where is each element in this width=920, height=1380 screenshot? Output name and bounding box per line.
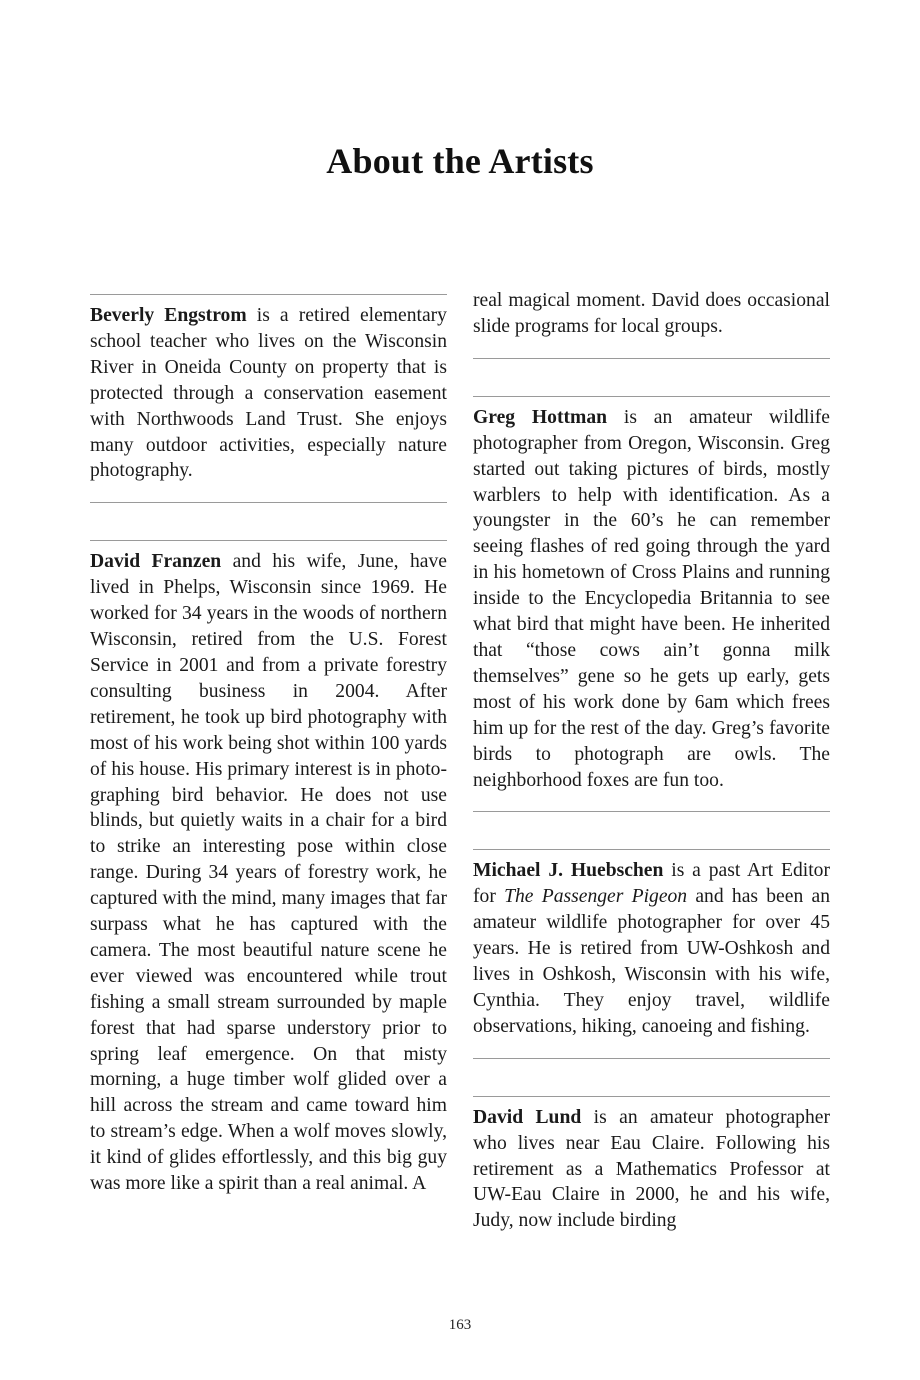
bio-text: is a past Art Editor for <box>473 860 830 908</box>
page-number: 163 <box>448 1317 472 1333</box>
bio-david-franzen-continued: real magical moment. David does occasional slide programs for local groups. <box>473 290 830 337</box>
publication-title: The Passenger Pigeon <box>504 886 688 908</box>
divider <box>90 502 447 503</box>
bio-text: and his wife, June, have lived in Phelps, Wisconsin since 1969. He worked for 34 years in the woods of northern Wisconsin, retired from the U.S. Forest Service in 2001 and from a private forestry consulting business in 2004. After retirement, he took up bird photography with most of his work being shot within 100 yards of his house. His primary interest is in photographing bird behavior. He does not use blinds, but quietly waits in a chair for a bird to strike an interesting pose within close range. During 34 years of forestry work, he captured with the mind, many images that far surpass what he has captured with the camera. The most beautiful nature scene he ever viewed was encountered while trout fishing a small stream surrounded by maple forest that had sparse understory prior to spring leaf emergence. On that misty morning, a huge timber wolf glided over a hill across the stream and came toward him to stream’s edge. When a wolf moves slowly, it kind of glides effortlessly, and this big guy was more like a spirit than a real animal. A <box>90 551 447 1195</box>
divider <box>90 540 447 541</box>
bio-text: and has been an amateur wildlife photographer for over 45 years. He is retired from UW-Oshkosh and lives in Oshkosh, Wisconsin with his wife, Cynthia. They enjoy travel, wildlife observations, hiking, canoeing and fishing. <box>473 886 830 1037</box>
bio-david-franzen <box>90 549 447 1197</box>
bio-michael-huebschen <box>473 858 830 1039</box>
bio-beverly-engstrom <box>90 303 447 484</box>
page-title: About the Artists <box>326 141 594 181</box>
divider <box>473 849 830 850</box>
divider <box>473 1058 830 1059</box>
bio-text: is an amateur wildlife photographer from Oregon, Wisconsin. Greg started out taking pictures of birds, mostly warblers to help with identification. As a youngster in the 60’s he can remember seeing flashes of red going through the yard in his hometown of Cross Plains and running inside to the Encyclopedia Britannia to see what bird that might have been. He inherited that “those cows ain’t gonna milk themselves” gene so he gets up early, gets most of his work done by 6am which frees him up for the rest of the day. Greg’s favorite birds to photograph are owls. The neighborhood foxes are fun too. <box>473 406 830 791</box>
divider <box>90 294 447 295</box>
divider <box>473 811 830 812</box>
artist-name: David Franzen <box>90 551 222 573</box>
artist-name: David Lund <box>473 1106 582 1128</box>
bio-david-lund <box>473 1105 830 1235</box>
bio-greg-hottman <box>473 405 830 794</box>
left-column <box>90 294 447 1197</box>
divider <box>473 1096 830 1097</box>
divider <box>473 396 830 397</box>
artist-name: Beverly Engstrom <box>90 305 247 326</box>
bio-text: is an amateur photographer who lives near Eau Claire. Following his retirement as a Mathematics Professor at UW-Eau Claire in 2000, he and his wife, Judy, now include birding <box>473 1106 830 1232</box>
divider <box>473 358 830 359</box>
artist-name: Greg Hottman <box>473 406 608 428</box>
artist-name: Michael J. Huebschen <box>473 860 664 882</box>
right-column <box>473 288 830 1234</box>
bio-text: is a retired elementary school teacher who lives on the Wisconsin River in Oneida County on property that is protected through a conservation easement with Northwoods Land Trust. She enjoys many outdoor activities, especially nature photography. <box>90 305 447 482</box>
